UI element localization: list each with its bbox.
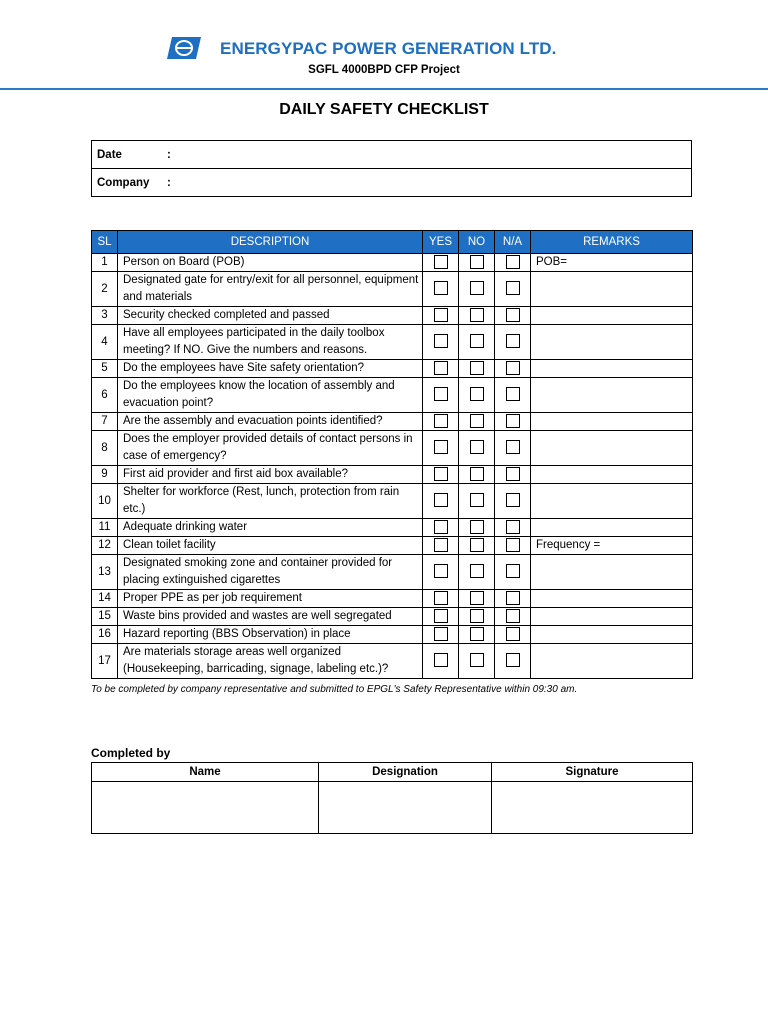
yes-cell	[423, 413, 459, 431]
completed-by-table	[91, 762, 693, 834]
no-cell	[459, 272, 495, 307]
yes-cell	[423, 254, 459, 272]
date-label: Date	[97, 148, 122, 161]
row-number: 15	[92, 608, 118, 626]
row-remarks[interactable]: Frequency =	[531, 537, 693, 555]
na-checkbox[interactable]	[506, 467, 520, 481]
na-checkbox[interactable]	[506, 564, 520, 578]
header-divider	[0, 88, 768, 90]
col-remarks: REMARKS	[531, 231, 693, 254]
yes-cell	[423, 519, 459, 537]
date-field[interactable]	[92, 141, 692, 169]
date-row	[92, 141, 692, 169]
checklist-row	[92, 272, 693, 307]
row-description: Hazard reporting (BBS Observation) in place	[118, 626, 423, 644]
no-cell	[459, 608, 495, 626]
na-checkbox[interactable]	[506, 361, 520, 375]
na-cell	[495, 590, 531, 608]
na-checkbox[interactable]	[506, 493, 520, 507]
yes-cell	[423, 644, 459, 679]
checklist-row	[92, 307, 693, 325]
submission-note: To be completed by company representative and submitted to EPGL's Safety Representative within 09:30 am.	[91, 684, 578, 695]
checklist-table	[91, 230, 693, 679]
na-checkbox[interactable]	[506, 520, 520, 534]
row-remarks[interactable]	[531, 307, 693, 325]
row-description: Designated gate for entry/exit for all personnel, equipment and materials	[118, 272, 423, 307]
checklist-row	[92, 325, 693, 360]
na-checkbox[interactable]	[506, 591, 520, 605]
yes-checkbox[interactable]	[434, 334, 448, 348]
row-description: Waste bins provided and wastes are well segregated	[118, 608, 423, 626]
project-name: SGFL 4000BPD CFP Project	[308, 64, 460, 76]
row-description: Person on Board (POB)	[118, 254, 423, 272]
completed-by-header-row	[92, 763, 693, 782]
yes-cell	[423, 626, 459, 644]
row-number: 2	[92, 272, 118, 307]
na-cell	[495, 431, 531, 466]
company-logo-icon	[167, 37, 201, 59]
document-header	[0, 0, 768, 90]
signature-field[interactable]	[492, 782, 693, 834]
na-cell	[495, 254, 531, 272]
yes-checkbox[interactable]	[434, 414, 448, 428]
na-cell	[495, 608, 531, 626]
no-checkbox[interactable]	[470, 591, 484, 605]
col-description: DESCRIPTION	[118, 231, 423, 254]
no-cell	[459, 626, 495, 644]
yes-cell	[423, 555, 459, 590]
na-cell	[495, 644, 531, 679]
na-cell	[495, 272, 531, 307]
checklist-row	[92, 590, 693, 608]
no-checkbox[interactable]	[470, 334, 484, 348]
checklist-header-row	[92, 231, 693, 254]
yes-checkbox[interactable]	[434, 653, 448, 667]
row-description: Proper PPE as per job requirement	[118, 590, 423, 608]
no-cell	[459, 466, 495, 484]
yes-cell	[423, 608, 459, 626]
no-cell	[459, 484, 495, 519]
checklist-row	[92, 537, 693, 555]
row-number: 8	[92, 431, 118, 466]
row-description: Are materials storage areas well organized (Housekeeping, barricading, signage, labeling etc.)?	[118, 644, 423, 679]
no-cell	[459, 644, 495, 679]
col-designation: Designation	[319, 763, 492, 782]
na-checkbox[interactable]	[506, 538, 520, 552]
row-description: Designated smoking zone and container provided for placing extinguished cigarettes	[118, 555, 423, 590]
row-remarks[interactable]	[531, 413, 693, 431]
row-number: 9	[92, 466, 118, 484]
row-description: Clean toilet facility	[118, 537, 423, 555]
row-remarks[interactable]	[531, 626, 693, 644]
row-remarks[interactable]: POB=	[531, 254, 693, 272]
na-checkbox[interactable]	[506, 440, 520, 454]
yes-checkbox[interactable]	[434, 538, 448, 552]
na-cell	[495, 484, 531, 519]
yes-checkbox[interactable]	[434, 609, 448, 623]
info-table	[91, 140, 692, 197]
no-cell	[459, 325, 495, 360]
na-checkbox[interactable]	[506, 653, 520, 667]
name-field[interactable]	[92, 782, 319, 834]
yes-cell	[423, 590, 459, 608]
na-cell	[495, 537, 531, 555]
row-number: 16	[92, 626, 118, 644]
row-number: 13	[92, 555, 118, 590]
row-remarks[interactable]	[531, 484, 693, 519]
row-number: 3	[92, 307, 118, 325]
col-signature: Signature	[492, 763, 693, 782]
yes-cell	[423, 360, 459, 378]
row-number: 10	[92, 484, 118, 519]
company-separator: :	[167, 176, 171, 189]
row-description: Security checked completed and passed	[118, 307, 423, 325]
row-description: Do the employees have Site safety orientation?	[118, 360, 423, 378]
yes-checkbox[interactable]	[434, 467, 448, 481]
no-checkbox[interactable]	[470, 414, 484, 428]
company-label: Company	[97, 176, 150, 189]
col-no: NO	[459, 231, 495, 254]
no-cell	[459, 307, 495, 325]
checklist-row	[92, 519, 693, 537]
no-checkbox[interactable]	[470, 255, 484, 269]
page-title: DAILY SAFETY CHECKLIST	[279, 101, 489, 118]
row-remarks[interactable]	[531, 608, 693, 626]
na-checkbox[interactable]	[506, 334, 520, 348]
row-number: 14	[92, 590, 118, 608]
na-cell	[495, 307, 531, 325]
checklist-row	[92, 413, 693, 431]
row-number: 12	[92, 537, 118, 555]
yes-cell	[423, 272, 459, 307]
yes-checkbox[interactable]	[434, 440, 448, 454]
checklist-row	[92, 360, 693, 378]
yes-cell	[423, 378, 459, 413]
no-cell	[459, 537, 495, 555]
col-yes: YES	[423, 231, 459, 254]
yes-checkbox[interactable]	[434, 627, 448, 641]
no-checkbox[interactable]	[470, 538, 484, 552]
row-description: Does the employer provided details of contact persons in case of emergency?	[118, 431, 423, 466]
yes-cell	[423, 537, 459, 555]
na-cell	[495, 360, 531, 378]
checklist-row	[92, 555, 693, 590]
checklist-row	[92, 484, 693, 519]
no-cell	[459, 254, 495, 272]
na-cell	[495, 519, 531, 537]
row-remarks[interactable]	[531, 590, 693, 608]
na-checkbox[interactable]	[506, 308, 520, 322]
row-number: 7	[92, 413, 118, 431]
yes-checkbox[interactable]	[434, 387, 448, 401]
row-remarks[interactable]	[531, 644, 693, 679]
no-checkbox[interactable]	[470, 440, 484, 454]
row-number: 1	[92, 254, 118, 272]
yes-cell	[423, 307, 459, 325]
no-cell	[459, 590, 495, 608]
row-description: Are the assembly and evacuation points identified?	[118, 413, 423, 431]
no-checkbox[interactable]	[470, 467, 484, 481]
row-number: 11	[92, 519, 118, 537]
no-cell	[459, 378, 495, 413]
na-cell	[495, 626, 531, 644]
designation-field[interactable]	[319, 782, 492, 834]
row-number: 17	[92, 644, 118, 679]
na-cell	[495, 378, 531, 413]
na-checkbox[interactable]	[506, 255, 520, 269]
no-checkbox[interactable]	[470, 361, 484, 375]
row-number: 6	[92, 378, 118, 413]
na-checkbox[interactable]	[506, 414, 520, 428]
na-checkbox[interactable]	[506, 609, 520, 623]
no-checkbox[interactable]	[470, 564, 484, 578]
na-cell	[495, 413, 531, 431]
row-number: 4	[92, 325, 118, 360]
yes-checkbox[interactable]	[434, 281, 448, 295]
company-name: ENERGYPAC POWER GENERATION LTD.	[220, 39, 557, 58]
row-remarks[interactable]	[531, 466, 693, 484]
checklist-row	[92, 378, 693, 413]
completed-by-label: Completed by	[91, 746, 171, 760]
yes-checkbox[interactable]	[434, 591, 448, 605]
completed-by-entry-row	[92, 782, 693, 834]
checklist-row	[92, 608, 693, 626]
checklist-row	[92, 431, 693, 466]
yes-checkbox[interactable]	[434, 564, 448, 578]
no-checkbox[interactable]	[470, 520, 484, 534]
company-field[interactable]	[92, 169, 692, 197]
no-checkbox[interactable]	[470, 627, 484, 641]
col-na: N/A	[495, 231, 531, 254]
na-checkbox[interactable]	[506, 281, 520, 295]
yes-checkbox[interactable]	[434, 520, 448, 534]
checklist-row	[92, 626, 693, 644]
no-checkbox[interactable]	[470, 387, 484, 401]
na-checkbox[interactable]	[506, 387, 520, 401]
row-description: Do the employees know the location of assembly and evacuation point?	[118, 378, 423, 413]
col-sl: SL	[92, 231, 118, 254]
yes-checkbox[interactable]	[434, 493, 448, 507]
row-remarks[interactable]	[531, 325, 693, 360]
yes-cell	[423, 431, 459, 466]
row-description: First aid provider and first aid box available?	[118, 466, 423, 484]
no-cell	[459, 519, 495, 537]
yes-cell	[423, 484, 459, 519]
yes-checkbox[interactable]	[434, 308, 448, 322]
yes-cell	[423, 325, 459, 360]
row-description: Have all employees participated in the daily toolbox meeting? If NO. Give the numbers and reasons.	[118, 325, 423, 360]
no-checkbox[interactable]	[470, 653, 484, 667]
date-separator: :	[167, 148, 171, 161]
row-number: 5	[92, 360, 118, 378]
no-checkbox[interactable]	[470, 308, 484, 322]
yes-cell	[423, 466, 459, 484]
row-remarks[interactable]	[531, 378, 693, 413]
no-checkbox[interactable]	[470, 609, 484, 623]
no-cell	[459, 413, 495, 431]
checklist-row	[92, 466, 693, 484]
row-remarks[interactable]	[531, 431, 693, 466]
na-cell	[495, 555, 531, 590]
row-remarks[interactable]	[531, 519, 693, 537]
row-remarks[interactable]	[531, 360, 693, 378]
no-cell	[459, 360, 495, 378]
na-cell	[495, 466, 531, 484]
yes-checkbox[interactable]	[434, 255, 448, 269]
checklist-row	[92, 254, 693, 272]
col-name: Name	[92, 763, 319, 782]
row-remarks[interactable]	[531, 555, 693, 590]
no-checkbox[interactable]	[470, 493, 484, 507]
yes-checkbox[interactable]	[434, 361, 448, 375]
no-checkbox[interactable]	[470, 281, 484, 295]
row-remarks[interactable]	[531, 272, 693, 307]
na-cell	[495, 325, 531, 360]
row-description: Adequate drinking water	[118, 519, 423, 537]
company-row	[92, 169, 692, 197]
no-cell	[459, 431, 495, 466]
na-checkbox[interactable]	[506, 627, 520, 641]
checklist-row	[92, 644, 693, 679]
no-cell	[459, 555, 495, 590]
row-description: Shelter for workforce (Rest, lunch, protection from rain etc.)	[118, 484, 423, 519]
